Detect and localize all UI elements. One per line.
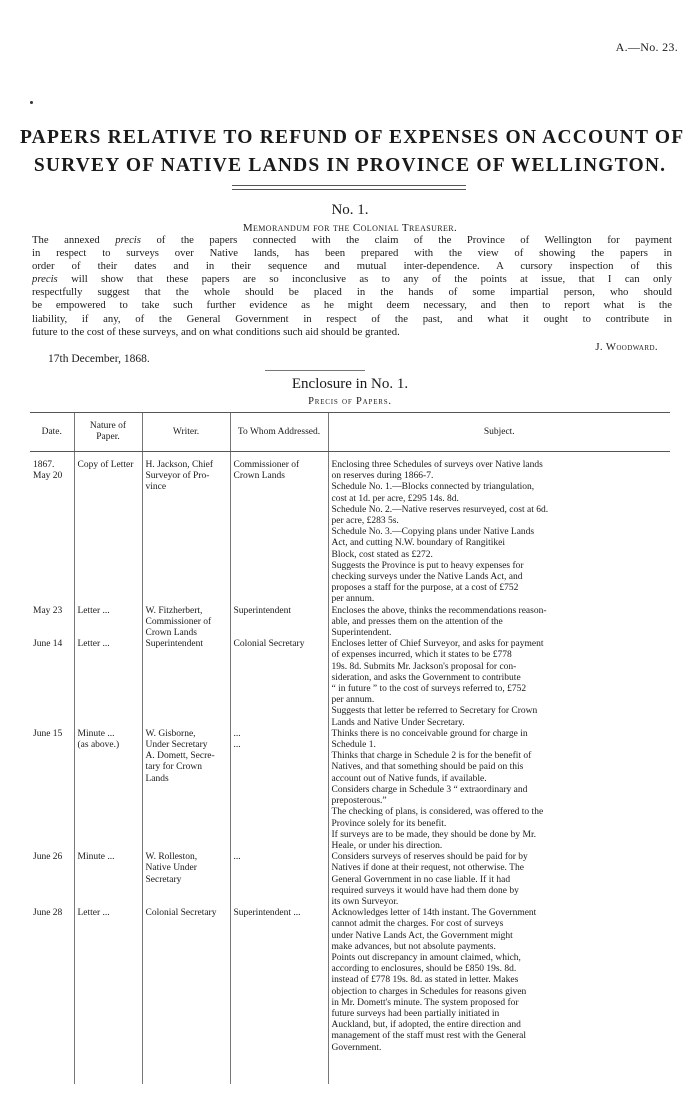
subject-line: cannot admit the charges. For cost of surveys bbox=[331, 919, 504, 930]
subject-entry bbox=[331, 460, 668, 482]
cell-nature bbox=[74, 639, 142, 729]
italic-precis: precis bbox=[32, 273, 58, 286]
page-identifier: A.—No. 23. bbox=[615, 40, 678, 54]
subject-line: Lands and Native Under Secretary. bbox=[331, 717, 465, 728]
subject-line: The checking of plans, is considered, was offered to the bbox=[331, 807, 544, 818]
cell-writer-line: W. Rolleston, bbox=[145, 852, 198, 863]
filler-cell bbox=[30, 1054, 74, 1084]
cell-nature bbox=[74, 729, 142, 852]
subject-entry bbox=[331, 784, 668, 807]
subject-entry bbox=[331, 807, 668, 829]
cell-nature bbox=[74, 908, 142, 1054]
memo-line: be empowered to take such further evidence as he might deem necessary, and then to report what is the bbox=[32, 299, 672, 312]
subject-line: sideration, and asks the Government to contribute bbox=[331, 672, 521, 683]
header-subject: Subject. bbox=[328, 413, 670, 452]
memo-line: in respect to surveys over Native lands, has been prepared with the view of showing the papers in bbox=[32, 247, 672, 260]
cell-writer-line: Native Under bbox=[145, 863, 197, 874]
section-divider bbox=[265, 370, 365, 371]
cell-nature-line: Letter ... bbox=[77, 605, 110, 616]
cell-subject bbox=[328, 452, 670, 606]
subject-line: Acknowledges letter of 14th instant. The Government bbox=[331, 908, 537, 919]
subject-line: of expenses incurred, which it states to be £778 bbox=[331, 650, 512, 661]
subject-line: Natives, and that something should be paid on this bbox=[331, 762, 524, 773]
memo-line: precis will show that these papers are so inconclusive as to any of the points at issue, that I can only bbox=[32, 273, 672, 286]
cell-writer-line: tary for Crown bbox=[145, 762, 202, 773]
table-header-row bbox=[30, 413, 670, 452]
subject-line: able, and presses them on the attention of the bbox=[331, 616, 503, 627]
subject-entry bbox=[331, 605, 668, 640]
cell-whom-line: Superintendent bbox=[233, 605, 292, 616]
cell-whom bbox=[230, 908, 328, 1054]
subject-line: Schedule No. 3.—Copying plans under Native Lands bbox=[331, 527, 535, 538]
filler-cell bbox=[230, 1054, 328, 1084]
table-row-filler bbox=[30, 1054, 670, 1084]
date-text: June 28 bbox=[33, 908, 63, 919]
enclosure-subtitle: Precis of Papers. bbox=[308, 396, 392, 407]
cell-date bbox=[30, 606, 74, 640]
cell-writer bbox=[142, 639, 230, 729]
header-date: Date. bbox=[30, 413, 74, 452]
document-title bbox=[20, 124, 685, 180]
subject-line: Thinks that charge in Schedule 2 is for the benefit of bbox=[331, 751, 532, 762]
cell-writer-line: Secretary bbox=[145, 874, 182, 885]
memo-body bbox=[32, 234, 672, 339]
cell-writer-line: Colonial Secretary bbox=[145, 908, 217, 919]
subject-entry bbox=[331, 639, 668, 706]
subject-line: If surveys are to be made, they should be done by Mr. bbox=[331, 829, 536, 840]
table-row bbox=[30, 852, 670, 908]
table-row bbox=[30, 729, 670, 852]
precis-table bbox=[30, 412, 670, 1084]
cell-nature-line: Letter ... bbox=[77, 639, 110, 650]
subject-line: Considers charge in Schedule 3 “ extraordinary and bbox=[331, 784, 528, 795]
cell-subject bbox=[328, 852, 670, 908]
cell-writer-line: vince bbox=[145, 482, 167, 493]
cell-nature bbox=[74, 452, 142, 606]
filler-cell bbox=[74, 1054, 142, 1084]
memo-number: No. 1. bbox=[331, 202, 369, 218]
subject-line: per annum. bbox=[331, 594, 375, 605]
cell-writer-line: H. Jackson, Chief bbox=[145, 460, 214, 470]
subject-line: Block, cost stated as £272. bbox=[331, 549, 433, 560]
memo-line: order of their dates and in their sequence and mutual inter-dependence. A cursory inspection of this bbox=[32, 260, 672, 273]
cell-nature-line: Minute ... bbox=[77, 728, 115, 739]
subject-entry bbox=[331, 527, 668, 561]
subject-line: Province solely for its benefit. bbox=[331, 818, 447, 829]
cell-nature-line: Copy of Letter bbox=[77, 460, 134, 470]
subject-line: under Native Lands Act, the Government might bbox=[331, 930, 513, 941]
subject-line: General Government in no case liable. If it had bbox=[331, 874, 511, 885]
cell-whom-line: ... bbox=[233, 740, 241, 751]
cell-whom bbox=[230, 852, 328, 908]
cell-nature bbox=[74, 852, 142, 908]
cell-whom-line: ... bbox=[233, 852, 241, 863]
cell-whom bbox=[230, 452, 328, 606]
subject-entry bbox=[331, 852, 668, 908]
cell-subject bbox=[328, 908, 670, 1054]
memo-line: respectfully suggest that the whole should be placed in the hands of some impartial person, who should bbox=[32, 286, 672, 299]
subject-line: Schedule No. 1.—Blocks connected by triangulation, bbox=[331, 482, 535, 493]
filler-cell bbox=[328, 1054, 670, 1084]
subject-line: according to enclosures, should be £850 19s. 8d. bbox=[331, 964, 517, 975]
date-text: May 23 bbox=[33, 605, 63, 616]
subject-line: 19s. 8d. Submits Mr. Jackson's proposal for con- bbox=[331, 661, 517, 672]
subject-line: per annum. bbox=[331, 695, 375, 706]
cell-whom-line: Commissioner of bbox=[233, 460, 300, 470]
subject-line: its own Surveyor. bbox=[331, 896, 399, 907]
cell-writer bbox=[142, 452, 230, 606]
subject-line: “ in future ” to the cost of surveys referred to, £752 bbox=[331, 684, 527, 695]
cell-subject bbox=[328, 606, 670, 640]
cell-writer-line: Commissioner of bbox=[145, 616, 212, 627]
subject-line: Superintendent. bbox=[331, 628, 392, 639]
cell-writer bbox=[142, 729, 230, 852]
cell-nature-line: Letter ... bbox=[77, 908, 110, 919]
subject-line: make advances, but not absolute payments. bbox=[331, 941, 496, 952]
cell-writer-line: Surveyor of Pro- bbox=[145, 471, 210, 482]
subject-entry bbox=[331, 706, 668, 728]
subject-line: Suggests that letter be referred to Secretary for Crown bbox=[331, 706, 538, 717]
date-text: June 15 bbox=[33, 728, 63, 739]
year-label: 1867. bbox=[33, 460, 55, 470]
header-writer: Writer. bbox=[142, 413, 230, 452]
subject-line: cost at 1d. per acre, £295 14s. 8d. bbox=[331, 493, 459, 504]
cell-writer-line: Crown Lands bbox=[145, 628, 197, 639]
memo-heading: Memorandum for the Colonial Treasurer. bbox=[242, 222, 458, 234]
memo-line: The annexed precis of the papers connected with the claim of the Province of Wellington for payment bbox=[32, 234, 672, 246]
subject-entry bbox=[331, 482, 668, 504]
cell-writer bbox=[142, 606, 230, 640]
subject-line: Points out discrepancy in amount claimed, which, bbox=[331, 952, 521, 963]
italic-precis: precis bbox=[115, 234, 141, 246]
subject-entry bbox=[331, 829, 668, 852]
cell-writer-line: Lands bbox=[145, 773, 169, 784]
cell-whom bbox=[230, 606, 328, 640]
subject-line: Act, and cutting N.W. boundary of Rangitikei bbox=[331, 538, 506, 549]
subject-line: objection to charges in Schedules for reasons given bbox=[331, 986, 527, 997]
subject-line: Encloses the above, thinks the recommendations reason- bbox=[331, 605, 547, 616]
enclosure-title: Enclosure in No. 1. bbox=[291, 376, 409, 392]
cell-whom-line: Colonial Secretary bbox=[233, 639, 305, 650]
subject-line: preposterous.” bbox=[331, 796, 387, 807]
cell-whom bbox=[230, 729, 328, 852]
cell-whom-line: Crown Lands bbox=[233, 471, 285, 482]
subject-line: Suggests the Province is put to heavy expenses for bbox=[331, 560, 524, 571]
cell-subject bbox=[328, 729, 670, 852]
date-text: June 14 bbox=[33, 639, 63, 650]
memo-line: liability, if any, of the General Government in respect of the past, and what it ought to contribute in bbox=[32, 312, 672, 325]
cell-whom-line: Superintendent ... bbox=[233, 908, 301, 919]
cell-whom-line: ... bbox=[233, 728, 241, 739]
cell-nature-line: Minute ... bbox=[77, 852, 115, 863]
subject-entry bbox=[331, 908, 668, 953]
cell-subject bbox=[328, 639, 670, 729]
subject-entry bbox=[331, 751, 668, 785]
date-text: May 20 bbox=[33, 471, 63, 482]
subject-entry bbox=[331, 504, 668, 527]
memo-line: future to the cost of these surveys, and on what conditions such aid should be granted. bbox=[32, 325, 400, 338]
subject-line: instead of £778 19s. 8d. as stated in letter. Makes bbox=[331, 975, 519, 986]
title-line-1: PAPERS RELATIVE TO REFUND OF EXPENSES ON ACCOUNT OF bbox=[20, 127, 685, 148]
subject-line: checking surveys under the Native Lands Act, and bbox=[331, 572, 523, 583]
subject-line: management of the staff must rest with the General bbox=[331, 1031, 527, 1042]
subject-line: in Mr. Domett's minute. The system proposed for bbox=[331, 997, 519, 1008]
cell-writer-line: A. Domett, Secre- bbox=[145, 751, 215, 762]
subject-line: account out of Native funds, if available. bbox=[331, 773, 487, 784]
cell-date bbox=[30, 639, 74, 729]
memo-date: 17th December, 1868. bbox=[48, 353, 150, 365]
subject-line: Encloses letter of Chief Surveyor, and asks for payment bbox=[331, 639, 544, 650]
subject-line: Considers surveys of reserves should be paid for by bbox=[331, 852, 528, 863]
table-row bbox=[30, 908, 670, 1054]
table-row bbox=[30, 452, 670, 606]
ink-dot bbox=[30, 101, 33, 104]
subject-line: Schedule 1. bbox=[331, 740, 376, 751]
subject-line: required surveys it would have had them done by bbox=[331, 885, 519, 896]
filler-cell bbox=[142, 1054, 230, 1084]
subject-line: Heale, or under his direction. bbox=[331, 840, 443, 851]
subject-line: Enclosing three Schedules of surveys over Native lands bbox=[331, 460, 543, 470]
cell-date bbox=[30, 452, 74, 606]
header-whom: To Whom Addressed. bbox=[230, 413, 328, 452]
cell-nature-line: (as above.) bbox=[77, 740, 120, 751]
subject-line: on reserves during 1866-7. bbox=[331, 471, 434, 482]
subject-entry bbox=[331, 560, 668, 606]
subject-line: per acre, £283 5s. bbox=[331, 516, 399, 527]
subject-entry bbox=[331, 952, 668, 1054]
subject-line: future surveys had been partially initiated in bbox=[331, 1008, 500, 1019]
title-divider bbox=[232, 185, 466, 190]
subject-line: Schedule No. 2.—Native reserves resurveyed, cost at 6d. bbox=[331, 504, 549, 515]
table-row bbox=[30, 606, 670, 640]
subject-line: Natives if done at their request, not otherwise. The bbox=[331, 863, 524, 874]
title-line-2: SURVEY OF NATIVE LANDS IN PROVINCE OF WELLINGTON. bbox=[33, 155, 667, 176]
subject-line: proposes a staff for the purpose, at a cost of £752 bbox=[331, 583, 519, 594]
cell-date bbox=[30, 852, 74, 908]
cell-writer-line: W. Gisborne, bbox=[145, 728, 196, 739]
cell-writer-line: W. Fitzherbert, bbox=[145, 605, 203, 616]
cell-whom bbox=[230, 639, 328, 729]
table-row bbox=[30, 639, 670, 729]
cell-date bbox=[30, 908, 74, 1054]
date-text: June 26 bbox=[33, 852, 63, 863]
subject-line: Auckland, but, if adopted, the entire direction and bbox=[331, 1020, 521, 1031]
cell-writer-line: Superintendent bbox=[145, 639, 204, 650]
header-nature: Nature of Paper. bbox=[74, 413, 142, 452]
cell-date bbox=[30, 729, 74, 852]
memo-signature: J. Woodward. bbox=[595, 341, 658, 353]
subject-line: Government. bbox=[331, 1042, 382, 1053]
cell-writer-line: Under Secretary bbox=[145, 740, 208, 751]
subject-entry bbox=[331, 728, 668, 751]
cell-writer bbox=[142, 852, 230, 908]
cell-nature bbox=[74, 606, 142, 640]
cell-writer bbox=[142, 908, 230, 1054]
subject-line: Thinks there is no conceivable ground for charge in bbox=[331, 728, 528, 739]
